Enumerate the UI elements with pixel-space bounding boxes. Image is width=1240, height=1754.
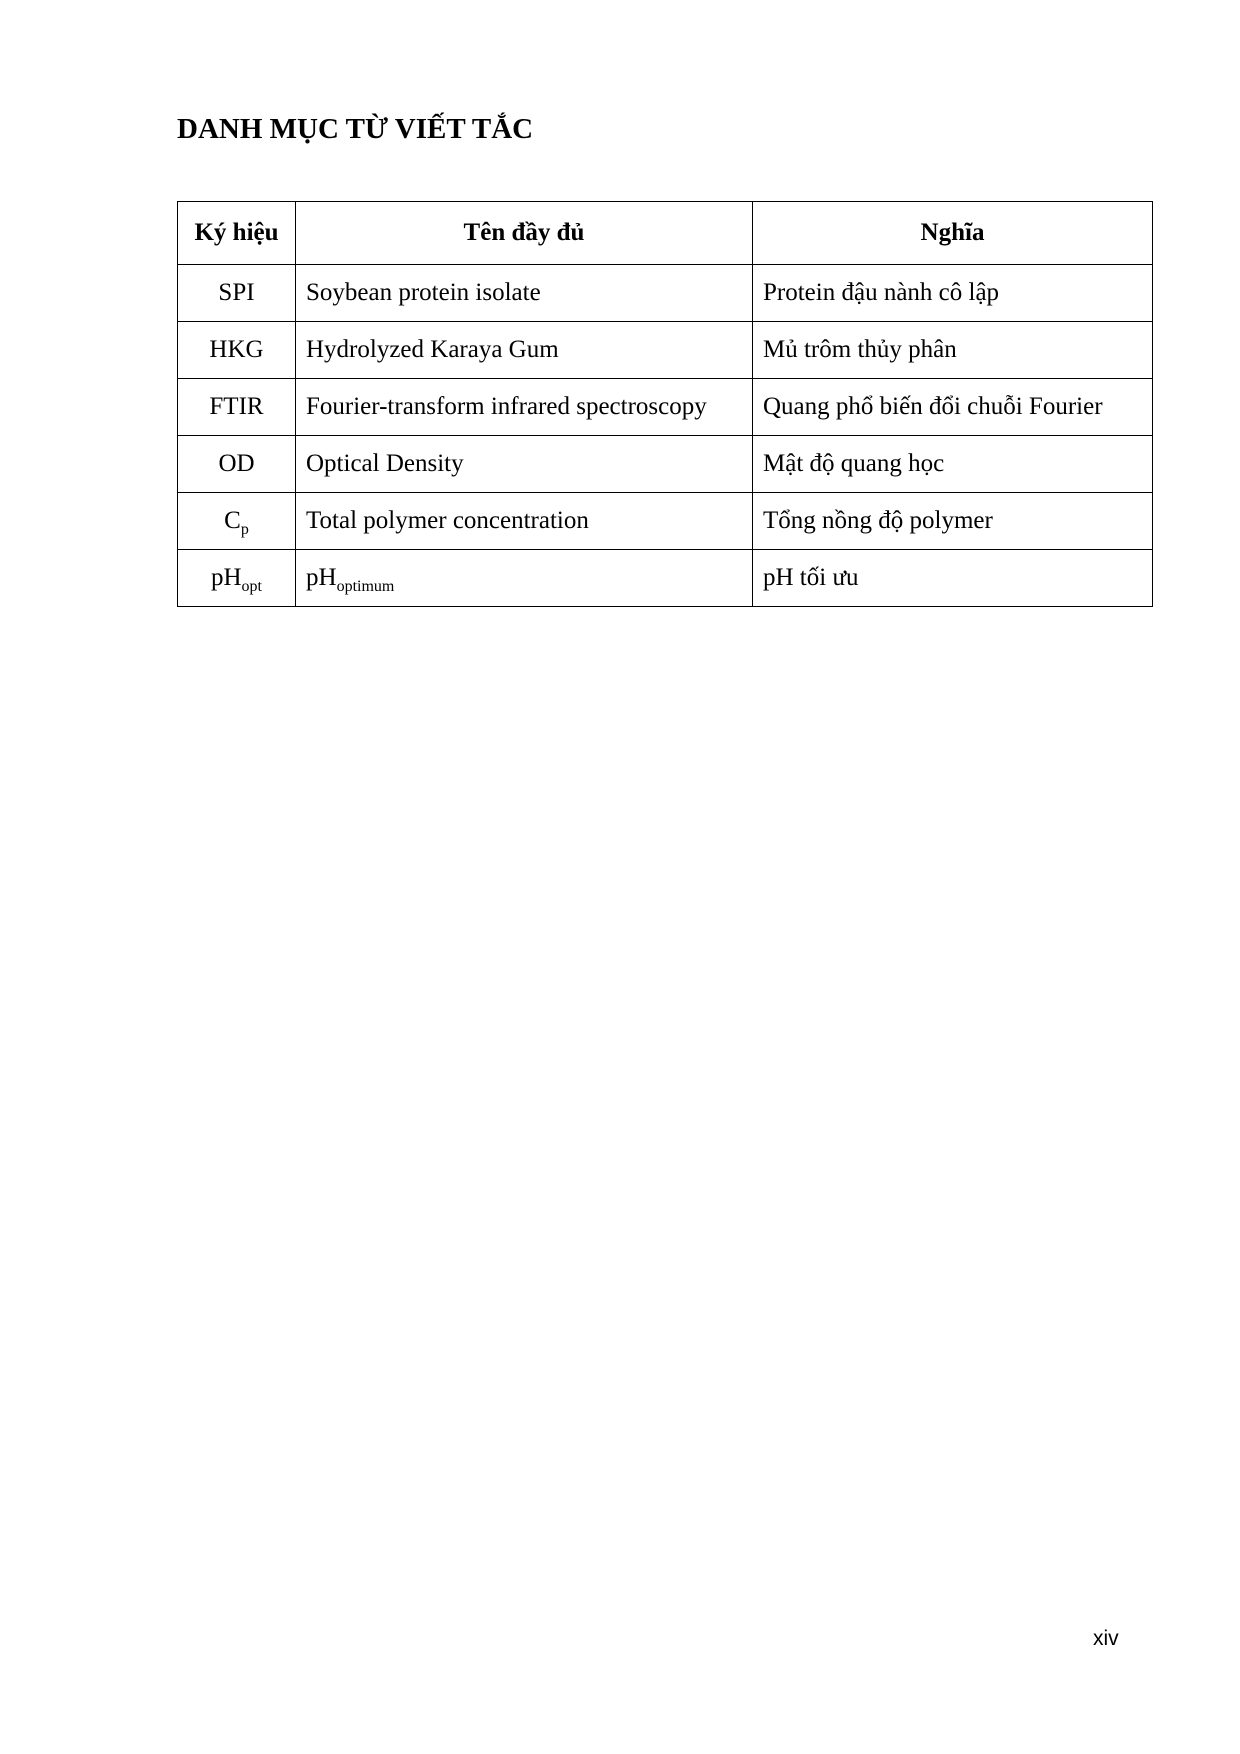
cell-full-name: Optical Density	[296, 436, 753, 493]
cell-meaning: Tổng nồng độ polymer	[753, 493, 1153, 550]
cell-meaning: Quang phổ biến đổi chuỗi Fourier	[753, 379, 1153, 436]
table-row	[178, 322, 1153, 379]
cell-meaning: Mủ trôm thủy phân	[753, 322, 1153, 379]
table-row	[178, 265, 1153, 322]
cell-symbol: FTIR	[178, 379, 296, 436]
cell-full-name	[296, 550, 753, 607]
header-meaning: Nghĩa	[753, 202, 1153, 265]
cell-full-name: Fourier-transform infrared spectroscopy	[296, 379, 753, 436]
header-symbol: Ký hiệu	[178, 202, 296, 265]
symbol-subscript: p	[240, 521, 249, 538]
cell-full-name: Hydrolyzed Karaya Gum	[296, 322, 753, 379]
table-row	[178, 493, 1153, 550]
header-full-name: Tên đầy đủ	[296, 202, 753, 265]
table-row	[178, 379, 1153, 436]
cell-symbol: OD	[178, 436, 296, 493]
symbol-base: pH	[210, 564, 242, 591]
cell-meaning: Protein đậu nành cô lập	[753, 265, 1153, 322]
page-title: DANH MỤC TỪ VIẾT TẮC	[177, 113, 534, 145]
cell-full-name: Soybean protein isolate	[296, 265, 753, 322]
abbreviation-table	[177, 201, 1153, 607]
cell-meaning: Mật độ quang học	[753, 436, 1153, 493]
cell-symbol: HKG	[178, 322, 296, 379]
cell-symbol	[178, 493, 296, 550]
page-number: xiv	[1093, 1627, 1119, 1650]
cell-meaning: pH tối ưu	[753, 550, 1153, 607]
cell-symbol	[178, 550, 296, 607]
symbol-base: C	[224, 507, 241, 534]
table-header-row	[178, 202, 1153, 265]
symbol-subscript: opt	[241, 578, 262, 595]
cell-symbol: SPI	[178, 265, 296, 322]
table-row	[178, 550, 1153, 607]
cell-full-name: Total polymer concentration	[296, 493, 753, 550]
full-name-base: pH	[306, 564, 337, 591]
table-row	[178, 436, 1153, 493]
full-name-subscript: optimum	[336, 578, 395, 595]
